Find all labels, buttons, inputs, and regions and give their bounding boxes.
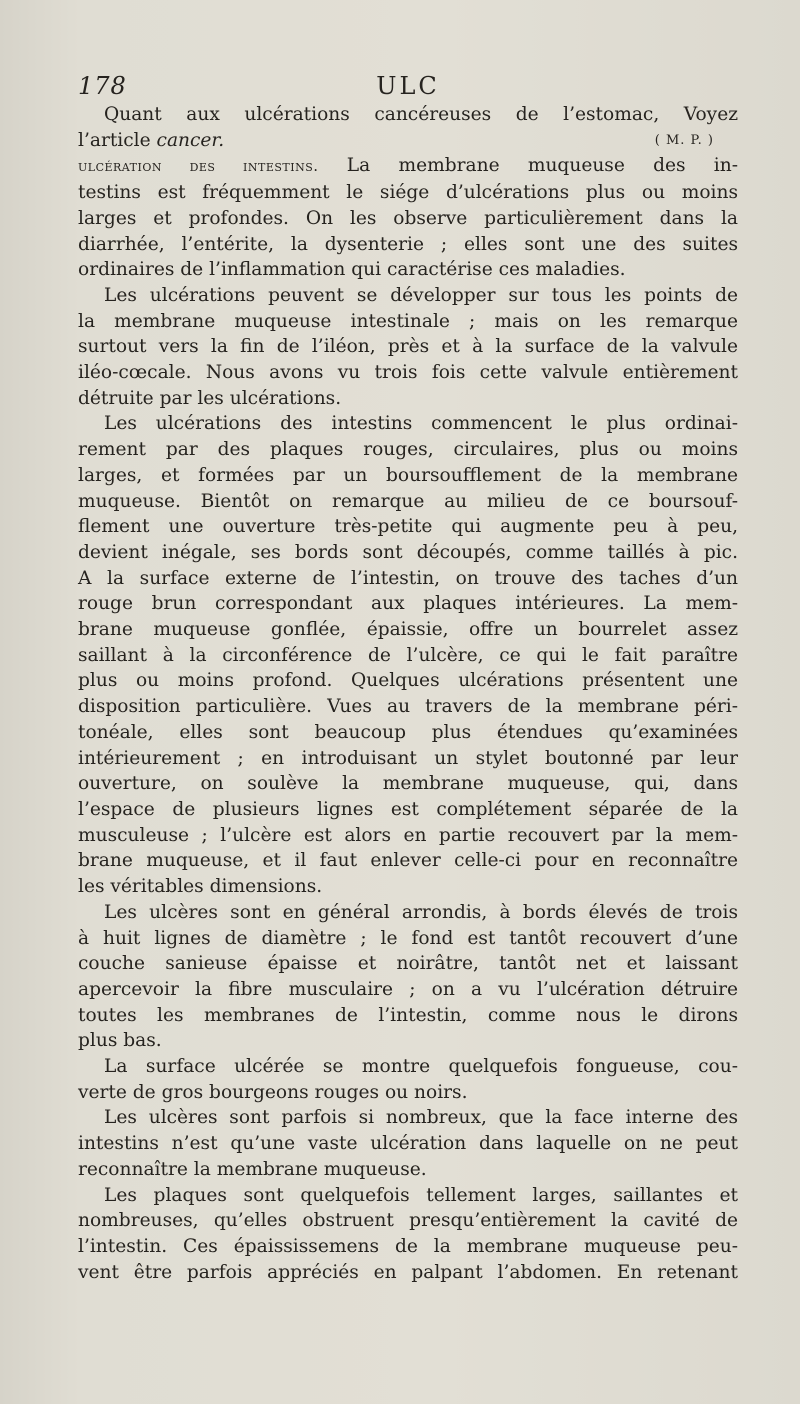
text-line: saillant à la circonférence de l’ulcère, ce qui le fait paraître bbox=[78, 644, 738, 666]
text-line: plus ou moins profond. Quelques ulcérations présentent une bbox=[78, 670, 738, 692]
body-text bbox=[78, 102, 738, 1285]
text-line: surtout vers la fin de l’iléon, près et à la surface de la valvule bbox=[78, 336, 738, 358]
paragraph-ulceration-location bbox=[78, 283, 738, 412]
paragraph-ulceration-onset bbox=[78, 411, 738, 899]
text-line: Les plaques sont quelquefois tellement larges, saillantes et bbox=[104, 1184, 738, 1206]
paragraph-large-plaques bbox=[78, 1183, 738, 1286]
text-line: intestins n’est qu’une vaste ulcération dans laquelle on ne peut bbox=[78, 1133, 738, 1155]
text-line: ordinaires de l’inflammation qui caractérise ces maladies. bbox=[78, 259, 626, 281]
running-head: ULC bbox=[376, 72, 440, 100]
text-line: testins est fréquemment le siége d’ulcérations plus ou moins bbox=[78, 182, 738, 204]
text-line: reconnaître la membrane muqueuse. bbox=[78, 1158, 427, 1180]
page-header bbox=[78, 72, 738, 102]
text-line: vent être parfois appréciés en palpant l’abdomen. En retenant bbox=[78, 1261, 738, 1283]
text-line: Les ulcères sont parfois si nombreux, que la face interne des bbox=[104, 1107, 738, 1129]
text-line: flement une ouverture très-petite qui augmente peu à peu, bbox=[78, 516, 738, 538]
text-line: Les ulcères sont en général arrondis, à bords élevés de trois bbox=[104, 901, 738, 923]
heading-continuation: La membrane muqueuse des in- bbox=[318, 155, 738, 177]
section-heading: ulcération des intestins. bbox=[78, 157, 319, 176]
text-line: ouverture, on soulève la membrane muqueuse, qui, dans bbox=[78, 773, 738, 795]
paragraph-ulcer-shape bbox=[78, 900, 738, 1054]
text-line: les véritables dimensions. bbox=[78, 876, 323, 898]
text-line: muqueuse. Bientôt on remarque au milieu de ce boursouf- bbox=[78, 490, 738, 512]
text-line: intérieurement ; en introduisant un stylet boutonné par leur bbox=[78, 747, 738, 769]
paragraph-stomach-reference bbox=[78, 102, 738, 153]
text-line: verte de gros bourgeons rouges ou noirs. bbox=[78, 1081, 468, 1103]
text-line: La surface ulcérée se montre quelquefois fongueuse, cou- bbox=[104, 1056, 738, 1078]
text-line: à huit lignes de diamètre ; le fond est tantôt recouvert d’une bbox=[78, 927, 738, 949]
text-line: apercevoir la fibre musculaire ; on a vu l’ulcération détruire bbox=[78, 978, 738, 1000]
text-line: brane muqueuse gonflée, épaissie, offre un bourrelet assez bbox=[78, 619, 738, 641]
author-initials: ( M. P. ) bbox=[654, 132, 714, 148]
paragraph-fungous-surface bbox=[78, 1054, 738, 1105]
text-line: couche sanieuse épaisse et noirâtre, tantôt net et laissant bbox=[78, 953, 738, 975]
paragraph-numerous-ulcers bbox=[78, 1105, 738, 1182]
text-line: disposition particulière. Vues au travers de la membrane péri- bbox=[78, 696, 738, 718]
text-line: détruite par les ulcérations. bbox=[78, 387, 342, 409]
text-line: Les ulcérations peuvent se développer sur tous les points de bbox=[104, 284, 738, 306]
text-line: rement par des plaques rouges, circulaires, plus ou moins bbox=[78, 439, 738, 461]
text-line bbox=[78, 153, 738, 180]
text-line: tonéale, elles sont beaucoup plus étendues qu’examinées bbox=[78, 721, 738, 743]
text-line: Quant aux ulcérations cancéreuses de l’estomac, Voyez bbox=[104, 104, 738, 125]
text-line: Les ulcérations des intestins commencent le plus ordinai- bbox=[104, 413, 738, 435]
text-line: l’intestin. Ces épaississemens de la membrane muqueuse peu- bbox=[78, 1235, 738, 1257]
text-line bbox=[78, 128, 738, 154]
text-line: larges et profondes. On les observe particulièrement dans la bbox=[78, 207, 738, 229]
text-line: devient inégale, ses bords sont découpés, comme taillés à pic. bbox=[78, 541, 738, 563]
text-line: toutes les membranes de l’intestin, comme nous le dirons bbox=[78, 1004, 738, 1026]
text-line: l’espace de plusieurs lignes est complétement séparée de la bbox=[78, 798, 738, 820]
text-line: diarrhée, l’entérite, la dysenterie ; elles sont une des suites bbox=[78, 233, 738, 255]
text-line: nombreuses, qu’elles obstruent presqu’entièrement la cavité de bbox=[78, 1210, 738, 1232]
paragraph-intestinal-ulceration bbox=[78, 153, 738, 283]
reference-title: cancer. bbox=[156, 129, 225, 151]
page-number: 178 bbox=[78, 72, 127, 100]
text-line: musculeuse ; l’ulcère est alors en partie recouvert par la mem- bbox=[78, 824, 738, 846]
text-line: la membrane muqueuse intestinale ; mais on les remarque bbox=[78, 310, 738, 332]
reference-text: l’article bbox=[78, 129, 157, 151]
text-line: larges, et formées par un boursoufflement de la membrane bbox=[78, 464, 738, 486]
text-line: plus bas. bbox=[78, 1030, 162, 1052]
text-line: rouge brun correspondant aux plaques intérieures. La mem- bbox=[78, 593, 738, 615]
text-line: brane muqueuse, et il faut enlever celle-ci pour en reconnaître bbox=[78, 850, 738, 872]
text-line: A la surface externe de l’intestin, on trouve des taches d’un bbox=[78, 567, 738, 589]
article-reference bbox=[78, 128, 224, 154]
text-line: iléo-cœcale. Nous avons vu trois fois cette valvule entièrement bbox=[78, 362, 738, 384]
